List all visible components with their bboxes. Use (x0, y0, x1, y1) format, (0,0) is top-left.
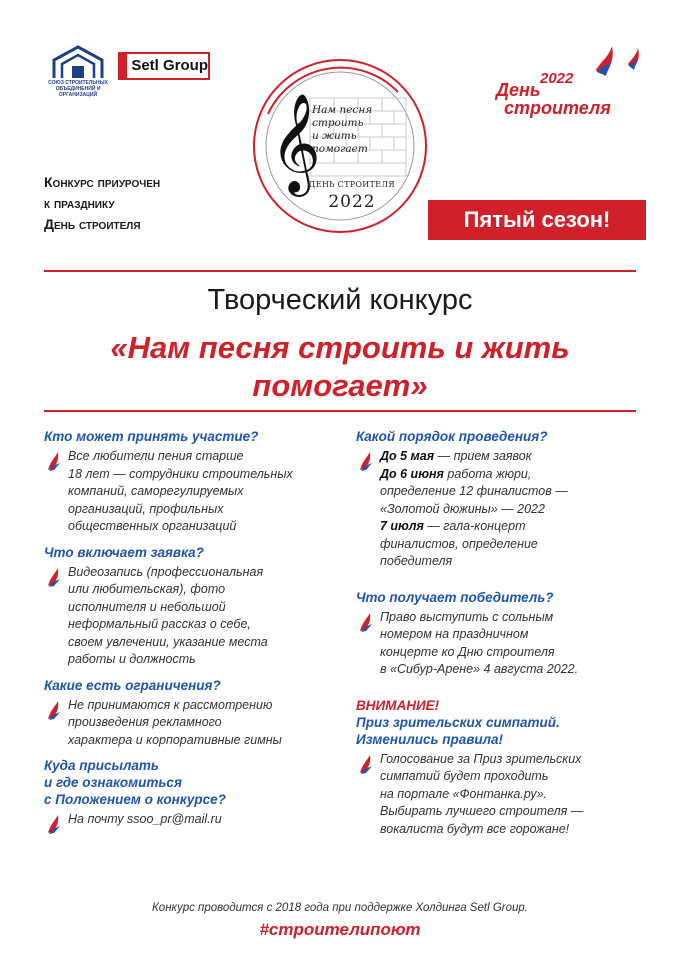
emblem-year: 2022 (328, 192, 376, 212)
question-where: с Положением о конкурсе? (44, 792, 226, 807)
setl-logo-text: Setl Group (131, 57, 208, 74)
answer-line: номером на праздничном (380, 627, 529, 641)
question-prize: Что получает победитель? (356, 589, 554, 605)
answer-line: на портале «Фонтанка.ру». (380, 786, 548, 801)
section-application (44, 544, 328, 669)
answer-line: неформальный рассказ о себе, (68, 617, 251, 631)
answer-line: исполнителя и небольшой (68, 599, 226, 614)
emblem-lyrics (312, 104, 402, 156)
schedule-line: финалистов, определение (380, 536, 538, 551)
right-column (356, 428, 646, 846)
answer-line: Голосование за Приз зрительских (380, 751, 582, 766)
schedule-line: «Золотой дюжины» — 2022 (380, 501, 545, 516)
answer-who (44, 448, 328, 536)
headline-title-cont: помогает» (252, 368, 428, 403)
date-june: До 6 июня (380, 466, 444, 481)
birds-icon (592, 40, 648, 96)
answer-line: своем увлечении, указание места (68, 634, 268, 649)
section-who (44, 428, 328, 536)
footer-note: Конкурс проводится с 2018 года при поддержке Холдинга Setl Group. (152, 902, 528, 914)
date-july: 7 июля (380, 519, 424, 533)
note-line: Конкурс приурочен (44, 174, 161, 190)
bird-bullet-icon (358, 450, 376, 472)
treble-clef-icon: 𝄞 (270, 93, 321, 193)
answer-line: компаний, саморегулируемых (68, 484, 244, 498)
emblem-day-label: ДЕНЬ СТРОИТЕЛЯ (308, 180, 396, 189)
schedule-text: работа жюри, (443, 466, 532, 481)
schedule-text: — прием заявок (434, 449, 532, 463)
setl-group-logo (118, 52, 210, 80)
answer-where (44, 811, 328, 829)
question-where: и где ознакомиться (44, 775, 182, 790)
question-who: Кто может принять участие? (44, 429, 259, 444)
attention-heading: ВНИМАНИЕ! (356, 697, 440, 713)
emblem-line: строить (312, 117, 364, 129)
date-may: До 5 мая (380, 449, 435, 463)
email-link[interactable]: На почту ssoo_pr@mail.ru (68, 812, 222, 826)
schedule-line (380, 466, 646, 484)
section-restrictions (44, 677, 328, 750)
house-icon (44, 44, 112, 80)
section-attention (356, 697, 646, 839)
answer-schedule (356, 448, 646, 571)
rules-changed-heading: Изменились правила! (356, 731, 504, 747)
answer-line: общественных организаций (68, 519, 237, 533)
schedule-text: — гала-концерт (423, 519, 526, 533)
audience-prize-heading: Приз зрительских симпатий. (356, 714, 560, 730)
question-schedule: Какой порядок проведения? (356, 429, 548, 444)
answer-prize (356, 609, 646, 679)
answer-line: симпатий будет проходить (380, 769, 549, 783)
question-restrictions: Какие есть ограничения? (44, 677, 221, 693)
headline-title: «Нам песня строить и жить (110, 330, 570, 365)
answer-line: Все любители пения старше (68, 449, 244, 463)
brand-year: 2022 (540, 70, 574, 87)
answer-line: Право выступить с сольным (380, 609, 554, 624)
emblem-line: помогает (312, 143, 368, 155)
answer-application (44, 564, 328, 669)
answer-attention (356, 751, 646, 839)
divider (44, 270, 636, 272)
season-badge: Пятый сезон! (428, 200, 646, 240)
brand-builder: строителя (504, 98, 611, 118)
brand-day: День (496, 80, 541, 100)
answer-line: Видеозапись (профессиональная (68, 564, 264, 579)
schedule-line (380, 448, 646, 466)
section-prize (356, 589, 646, 679)
answer-line: Не принимаются к рассмотрению (68, 697, 273, 712)
bird-bullet-icon (46, 813, 64, 835)
divider (44, 410, 636, 412)
section-schedule (356, 428, 646, 571)
bird-bullet-icon (358, 753, 376, 775)
schedule-line (380, 518, 646, 536)
question-application: Что включает заявка? (44, 544, 204, 560)
schedule-line: определение 12 финалистов — (380, 484, 568, 498)
left-column (44, 428, 328, 837)
question-where: Куда присылать (44, 758, 159, 773)
bird-bullet-icon (358, 611, 376, 633)
answer-line: Выбирать лучшего строителя — (380, 804, 584, 818)
sro-logo-label: СОЮЗ СТРОИТЕЛЬНЫХ ОБЪЕДИНЕНИЙ И ОРГАНИЗАЦИЙ (48, 80, 108, 98)
setl-logo-mark (120, 54, 127, 78)
answer-line: характера и корпоративные гимны (68, 732, 282, 747)
bird-bullet-icon (46, 566, 64, 588)
answer-line: организаций, профильных (68, 501, 224, 516)
note-line: День строителя (44, 216, 141, 232)
answer-line: вокалиста будут все горожане! (380, 821, 570, 836)
answer-line: работы и должность (68, 652, 196, 666)
emblem-line: и жить (312, 130, 357, 142)
section-where (44, 757, 328, 829)
answer-line: или любительская), фото (68, 582, 226, 596)
sro-logo (44, 44, 112, 98)
contest-note (44, 172, 244, 235)
headline-contest: Творческий конкурс (207, 284, 473, 316)
answer-restrictions (44, 697, 328, 750)
bird-bullet-icon (46, 699, 64, 721)
emblem-line: Нам песня (312, 104, 373, 116)
answer-line: 18 лет — сотрудники строительных (68, 466, 293, 481)
hashtag: #строителипоют (259, 920, 421, 939)
answer-line: концерте ко Дню строителя (380, 644, 555, 659)
bird-bullet-icon (46, 450, 64, 472)
answer-line: в «Сибур-Арене» 4 августа 2022. (380, 662, 579, 676)
schedule-line: победителя (380, 554, 453, 568)
note-line: к празднику (44, 195, 115, 211)
answer-line: произведения рекламного (68, 715, 222, 729)
